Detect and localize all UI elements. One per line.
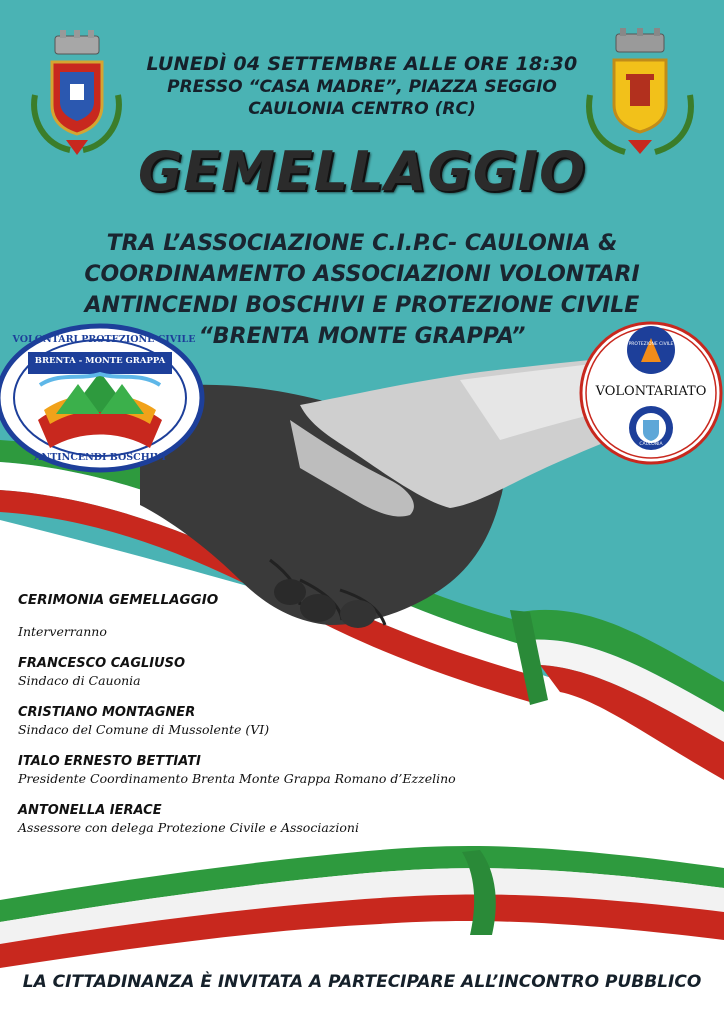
ceremony-program	[18, 592, 538, 835]
subtitle-line: ANTINCENDI BOSCHIVI E PROTEZIONE CIVILE	[84, 293, 640, 318]
speaker-item	[18, 754, 538, 786]
left-badge-top-text: VOLONTARI PROTEZIONE CIVILE	[12, 334, 196, 345]
speaker-name: CRISTIANO MONTAGNER	[18, 705, 196, 720]
right-town-crest	[589, 28, 691, 154]
left-town-crest	[34, 30, 119, 155]
program-heading: CERIMONIA GEMELLAGGIO	[18, 592, 219, 608]
speaker-item	[18, 803, 538, 835]
speaker-role: Sindaco di Cauonia	[18, 673, 141, 688]
right-badge-small-text: CAULONIA	[639, 442, 663, 447]
event-details	[130, 52, 594, 120]
public-invitation: LA CITTADINANZA È INVITATA A PARTECIPARE ALL’INCONTRO PUBBLICO	[22, 972, 702, 992]
speaker-name: ITALO ERNESTO BETTIATI	[18, 754, 201, 769]
speaker-item	[18, 705, 538, 737]
subtitle-line: COORDINAMENTO ASSOCIAZIONI VOLONTARI	[84, 262, 640, 287]
speaker-name: FRANCESCO CAGLIUSO	[18, 656, 186, 671]
right-badge-top-text: PROTEZIONE CIVILE	[628, 342, 674, 347]
poster-title: GEMELLAGGIO	[137, 140, 587, 203]
subtitle-line: TRA L’ASSOCIAZIONE C.I.P.C- CAULONIA &	[106, 231, 618, 256]
left-badge-middle-text: BRENTA - MONTE GRAPPA	[34, 356, 166, 366]
left-badge-bottom-text: ANTINCENDI BOSCHIVI	[34, 452, 166, 463]
event-date-time: LUNEDÌ 04 SETTEMBRE ALLE ORE 18:30	[146, 53, 578, 75]
right-badge-label: VOLONTARIATO	[595, 384, 707, 399]
speaker-role: Presidente Coordinamento Brenta Monte Grappa Romano d’Ezzelino	[18, 771, 456, 786]
speaker-name: ANTONELLA IERACE	[18, 803, 162, 818]
event-venue: PRESSO “CASA MADRE”, PIAZZA SEGGIO	[167, 77, 557, 97]
program-intro: Interverranno	[18, 624, 107, 639]
poster-subtitle	[70, 228, 654, 352]
event-location: CAULONIA CENTRO (RC)	[248, 99, 476, 119]
subtitle-line: “BRENTA MONTE GRAPPA”	[198, 324, 526, 349]
speaker-role: Assessore con delega Protezione Civile e Associazioni	[18, 820, 359, 835]
speaker-role: Sindaco del Comune di Mussolente (VI)	[18, 722, 270, 737]
speaker-item	[18, 656, 538, 688]
